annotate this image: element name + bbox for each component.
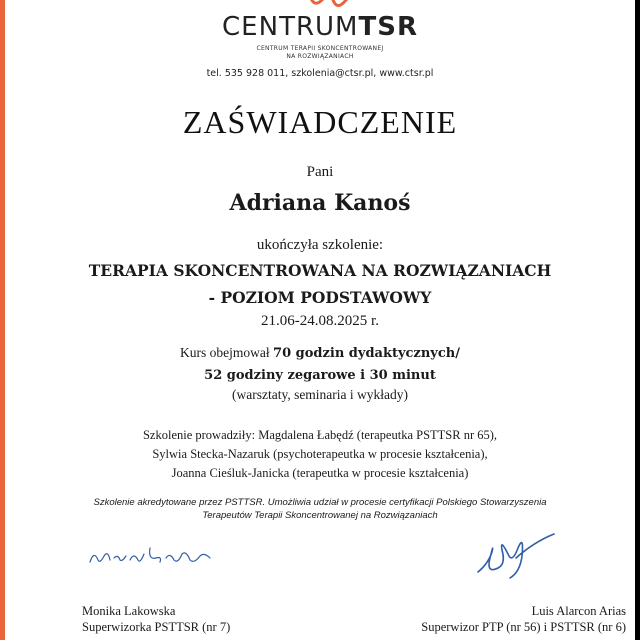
hours-line2: 52 godziny zegarowe i 30 minut bbox=[204, 368, 436, 383]
signature-left bbox=[82, 603, 230, 635]
logo-wordmark bbox=[14, 12, 626, 42]
course-title-line1: TERAPIA SKONCENTROWANA NA ROZWIĄZANIACH bbox=[88, 261, 552, 280]
signature-left-image bbox=[86, 542, 216, 572]
completed-text: ukończyła szkolenie: bbox=[256, 237, 384, 253]
accreditation-line1: Szkolenie akredytowane przez PSTTSR. Umożliwia udział w procesie certyfikacji Polskiego Stowarzyszenia bbox=[93, 497, 547, 508]
hours-prefix: Kurs obejmował bbox=[180, 345, 274, 360]
signature-right-name: Luis Alarcon Arias bbox=[531, 604, 626, 618]
trainers-line3: Joanna Cieśluk-Janicka (terapeutka w procesie kształcenia) bbox=[171, 466, 469, 480]
course-title-line2: - POZIOM PODSTAWOWY bbox=[208, 288, 432, 307]
logo-subtitle-line1: CENTRUM TERAPII SKONCENTROWANEJ bbox=[256, 45, 384, 52]
contact-info: tel. 535 928 011, szkolenia@ctsr.pl, www.ctsr.pl bbox=[206, 68, 434, 79]
signature-right bbox=[421, 603, 626, 635]
hours-bold: 70 godzin dydaktycznych/ bbox=[273, 346, 460, 361]
recipient-name: Adriana Kanoś bbox=[229, 190, 411, 216]
salutation: Pani bbox=[306, 164, 334, 180]
signature-left-role: Superwizorka PSTTSR (nr 7) bbox=[82, 620, 231, 634]
accreditation-line2: Terapeutów Terapii Skoncentrowanej na Rozwiązaniach bbox=[202, 510, 438, 521]
frame-border-left bbox=[0, 0, 5, 640]
course-dates: 21.06-24.08.2025 r. bbox=[261, 313, 379, 329]
logo-subtitle bbox=[14, 45, 626, 61]
logo-subtitle-line2: NA ROZWIĄZANIACH bbox=[286, 53, 354, 60]
hours-line3: (warsztaty, seminaria i wykłady) bbox=[231, 387, 409, 402]
screen-edge bbox=[635, 0, 640, 640]
hours-line1 bbox=[14, 345, 626, 361]
document-title: ZAŚWIADCZENIE bbox=[182, 104, 458, 140]
signature-right-image bbox=[472, 528, 562, 588]
logo-text-light: CENTRUM bbox=[222, 12, 359, 42]
signature-left-name: Monika Lakowska bbox=[82, 604, 176, 618]
logo-swirl-icon bbox=[304, 0, 364, 12]
logo-text-bold: TSR bbox=[358, 12, 418, 42]
trainers-line2: Sylwia Stecka-Nazaruk (psychoterapeutka w procesie kształcenia), bbox=[152, 447, 488, 461]
signature-right-role: Superwizor PTP (nr 56) i PSTTSR (nr 6) bbox=[421, 620, 626, 634]
trainers-line1: Szkolenie prowadziły: Magdalena Łabędź (terapeutka PSTTSR nr 65), bbox=[142, 428, 498, 442]
